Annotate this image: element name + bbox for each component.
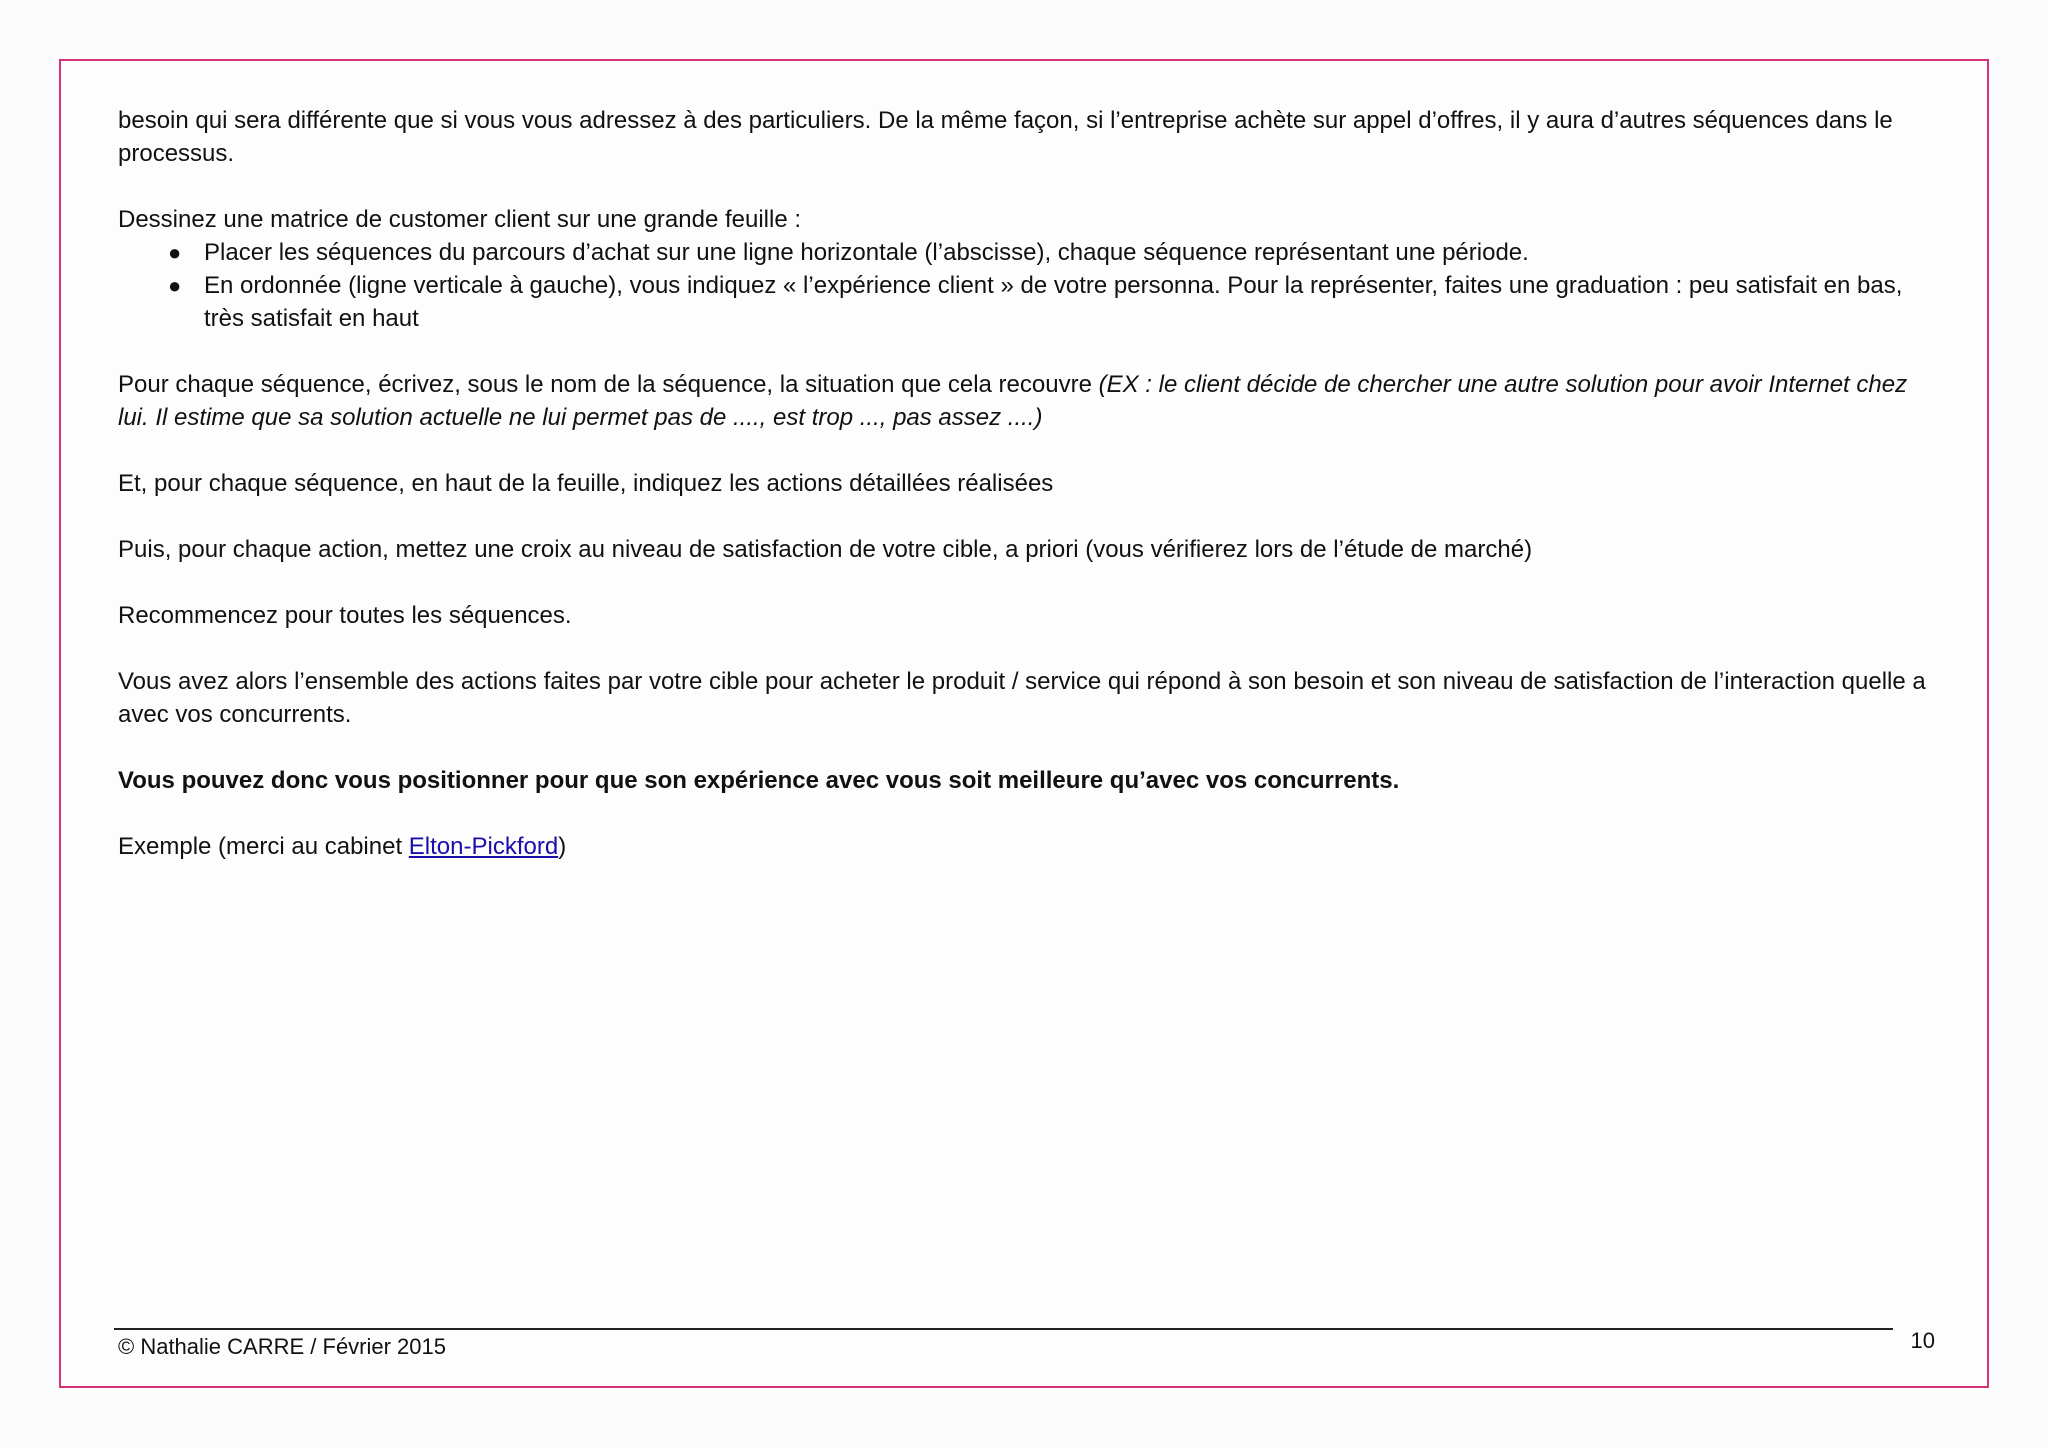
bullet-icon: ● bbox=[168, 240, 182, 265]
example-note: (EX : le client décide de chercher une autre solution pour avoir Internet chez lui. Il estime que sa solution actuelle ne lui permet pas de ...., est trop ..., pas assez ....) bbox=[118, 371, 1908, 431]
paragraph-chaque-sequence bbox=[118, 368, 1928, 434]
paragraph-actions: Et, pour chaque séquence, en haut de la feuille, indiquez les actions détaillées réalisées bbox=[118, 470, 1054, 497]
example-prefix: Exemple (merci au cabinet bbox=[118, 833, 409, 860]
list-item-text: En ordonnée (ligne verticale à gauche), vous indiquez « l’expérience client » de votre personna. Pour la représenter, faites une graduation : peu satisfait en bas, très satisfait en haut bbox=[204, 272, 1903, 332]
paragraph-matrice-intro: Dessinez une matrice de customer client sur une grande feuille : bbox=[118, 206, 802, 233]
list-item bbox=[168, 269, 1928, 335]
list-item bbox=[168, 236, 1928, 269]
document-body bbox=[118, 104, 1928, 896]
footer-divider bbox=[114, 1328, 1893, 1330]
page-number: 10 bbox=[1910, 1328, 1935, 1353]
footer-copyright: © Nathalie CARRE / Février 2015 bbox=[118, 1334, 447, 1359]
bullet-list bbox=[118, 236, 1928, 335]
list-item-text: Placer les séquences du parcours d’achat sur une ligne horizontale (l’abscisse), chaque séquence représentant une période. bbox=[204, 239, 1529, 266]
bullet-icon: ● bbox=[168, 273, 182, 298]
paragraph-recommencez: Recommencez pour toutes les séquences. bbox=[118, 602, 572, 629]
elton-pickford-link[interactable]: Elton-Pickford bbox=[408, 833, 559, 860]
paragraph-ensemble: Vous avez alors l’ensemble des actions faites par votre cible pour acheter le produit / service qui répond à son besoin et son niveau de satisfaction de l’interaction quelle a avec vos concurrents. bbox=[118, 668, 1926, 728]
paragraph-conclusion: Vous pouvez donc vous positionner pour que son expérience avec vous soit meilleure qu’avec vos concurrents. bbox=[118, 767, 1400, 794]
paragraph-exemple bbox=[118, 830, 1928, 863]
paragraph-croix: Puis, pour chaque action, mettez une croix au niveau de satisfaction de votre cible, a priori (vous vérifierez lors de l’étude de marché) bbox=[118, 536, 1533, 563]
paragraph-text: Pour chaque séquence, écrivez, sous le nom de la séquence, la situation que cela recouvre bbox=[118, 371, 1099, 398]
paragraph-besoin: besoin qui sera différente que si vous vous adressez à des particuliers. De la même façon, si l’entreprise achète sur appel d’offres, il y aura d’autres séquences dans le processus. bbox=[118, 107, 1893, 167]
example-suffix: ) bbox=[558, 833, 567, 860]
